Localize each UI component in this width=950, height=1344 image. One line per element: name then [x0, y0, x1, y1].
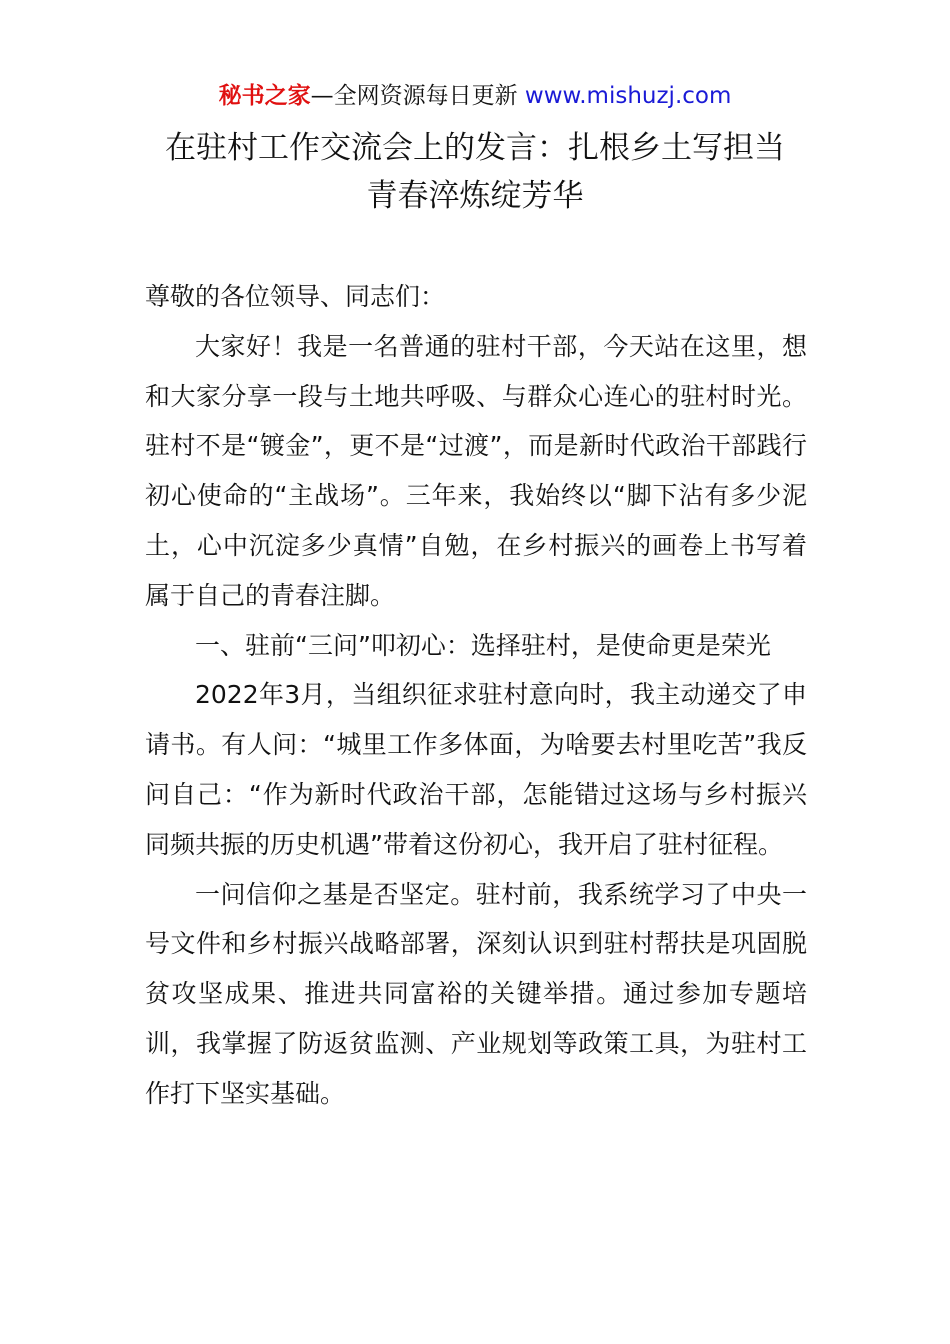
section-heading: 一、驻前“三问”叩初心：选择驻村，是使命更是荣光	[195, 630, 771, 660]
brand-name: 秘书之家	[218, 83, 311, 109]
document-title	[0, 124, 950, 220]
salutation: 尊敬的各位领导、同志们：	[145, 282, 446, 311]
body-paragraph: 一问信仰之基是否坚定。驻村前，我系统学习了中央一号文件和乡村振兴战略部署，深刻认识到驻村帮扶是巩固脱贫攻坚成果、推进共同富裕的关键举措。通过参加专题培训，我掌握了防返贫监测、产业规划等政策工具，为驻村工作打下坚实基础。	[145, 879, 807, 1108]
document-body	[145, 272, 807, 1119]
title-line-1: 在驻村工作交流会上的发言：扎根乡土写担当	[165, 130, 785, 166]
site-url-link[interactable]: www.mishuzj.com	[524, 83, 732, 109]
header-tagline: —全网资源每日更新	[310, 83, 525, 109]
site-header	[0, 82, 950, 110]
body-paragraph: 大家好！我是一名普通的驻村干部，今天站在这里，想和大家分享一段与土地共呼吸、与群众心连心的驻村时光。驻村不是“镀金”，更不是“过渡”，而是新时代政治干部践行初心使命的“主战场”。三年来，我始终以“脚下沾有多少泥土，心中沉淀多少真情”自勉，在乡村振兴的画卷上书写着属于自己的青春注脚。	[145, 331, 807, 610]
body-paragraph: 2022年3月，当组织征求驻村意向时，我主动递交了申请书。有人问：“城里工作多体面，为啥要去村里吃苦”我反问自己：“作为新时代政治干部，怎能错过这场与乡村振兴同频共振的历史机遇”带着这份初心，我开启了驻村征程。	[145, 680, 807, 859]
title-line-2: 青春淬炼绽芳华	[366, 178, 584, 214]
